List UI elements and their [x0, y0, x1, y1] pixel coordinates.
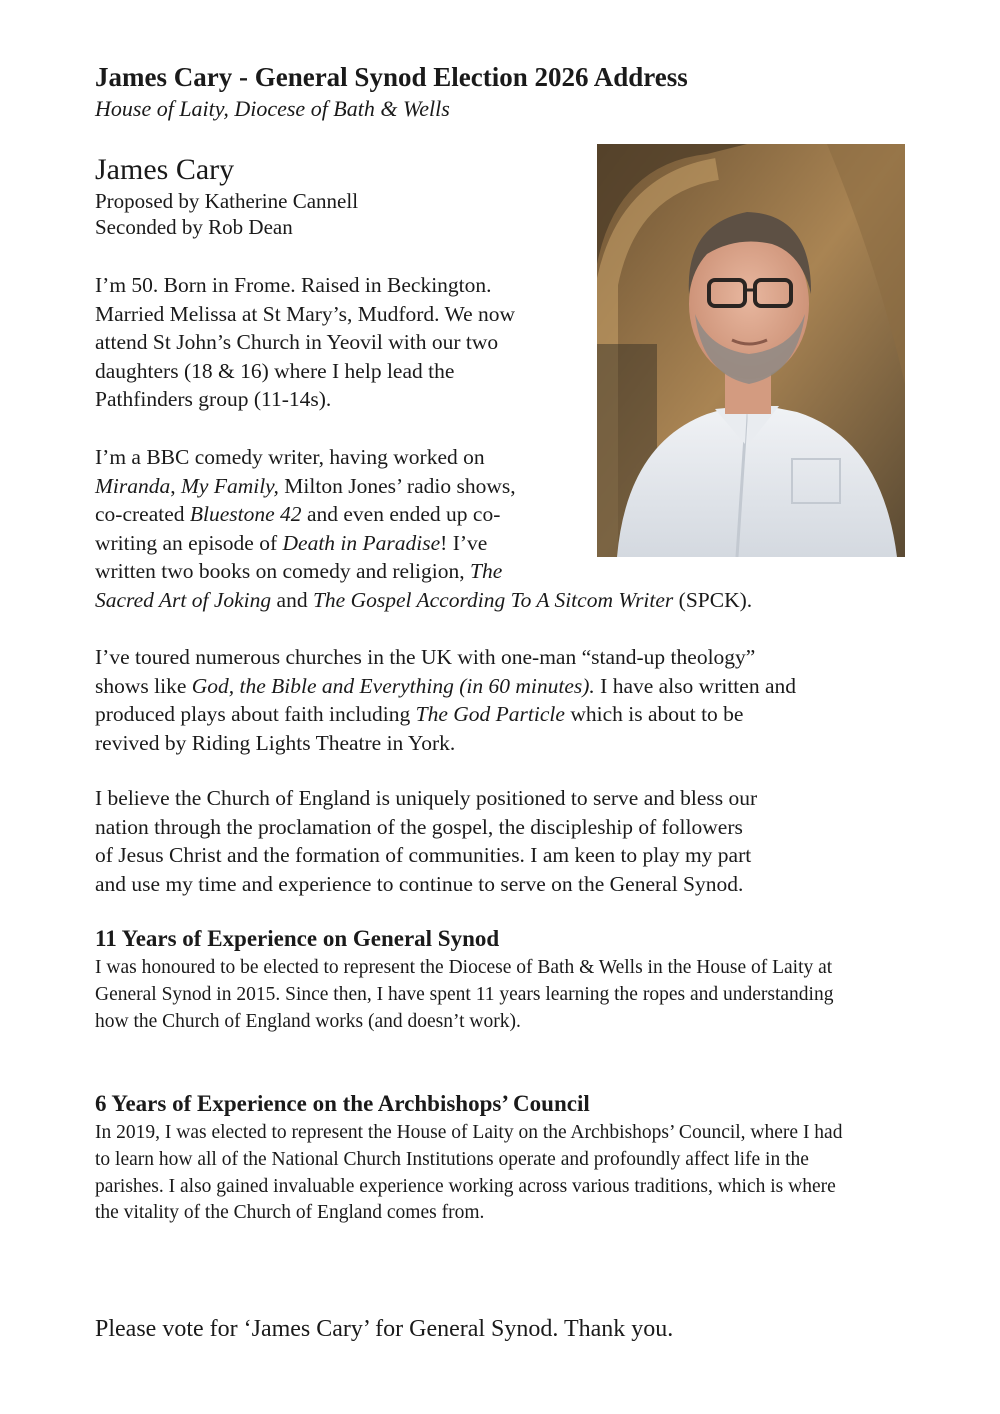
synod-section-text: I was honoured to be elected to represent the Diocese of Bath & Wells in the House of Laity at General Synod in 2015. Since then, I have spent 11 years learning the ropes and understanding how the Church of England works (and doesn’t work).: [95, 957, 834, 1032]
theatre-text: shows like: [95, 673, 192, 698]
intro-line: daughters (18 & 16) where I help lead the: [95, 358, 455, 383]
publisher: (SPCK).: [673, 587, 753, 612]
theatre-line: I’ve toured numerous churches in the UK with one-man “stand-up theology”: [95, 645, 756, 669]
intro-line: Married Melissa at St Mary’s, Mudford. We now: [95, 301, 516, 326]
council-section-heading: 6 Years of Experience on the Archbishops’ Council: [95, 1091, 590, 1116]
candidate-name: James Cary: [95, 153, 235, 186]
title-bluestone-42: Bluestone 42: [189, 502, 302, 527]
career-text: and even ended up co-: [301, 502, 501, 527]
career-text: co-created: [95, 502, 190, 527]
theatre-text: I have also written and: [594, 673, 796, 698]
belief-line: nation through the proclamation of the gospel, the discipleship of followers: [95, 814, 743, 839]
belief-line: of Jesus Christ and the formation of communities. I am keen to play my part: [95, 843, 752, 868]
title-god-particle: The God Particle: [415, 702, 565, 727]
career-line: I’m a BBC comedy writer, having worked on: [95, 445, 485, 469]
intro-line: Pathfinders group (11-14s).: [95, 387, 332, 412]
document-title: James Cary - General Synod Election 2026 Address: [95, 62, 688, 92]
proposer: Proposed by Katherine Cannell: [95, 189, 359, 213]
synod-section-heading: 11 Years of Experience on General Synod: [95, 926, 500, 951]
theatre-paragraph: [95, 643, 796, 757]
closing-appeal: Please vote for ‘James Cary’ for General Synod. Thank you.: [95, 1316, 674, 1342]
seconder: Seconded by Rob Dean: [95, 215, 293, 239]
separator: ,: [170, 473, 181, 498]
career-text: and: [271, 587, 313, 612]
title-gospel-sitcom-writer: The Gospel According To A Sitcom Writer: [312, 587, 674, 612]
theatre-text: which is about to be: [564, 702, 744, 727]
intro-line: attend St John’s Church in Yeovil with our two: [95, 330, 499, 355]
belief-paragraph: [95, 784, 757, 898]
title-show: God, the Bible and Everything (in 60 minutes).: [191, 673, 595, 698]
document-subtitle: House of Laity, Diocese of Bath & Wells: [95, 96, 450, 121]
career-text: ! I’ve: [440, 530, 488, 555]
belief-line: I believe the Church of England is uniquely positioned to serve and bless our: [95, 786, 758, 810]
career-text: writing an episode of: [95, 530, 283, 555]
council-section-text: In 2019, I was elected to represent the House of Laity on the Archbishops’ Council, where I had to learn how all of the National Church Institutions operate and profoundly affect life in the parishes. I also gained invaluable experience working across various traditions, which is where the vitality of the Church of England comes from.: [95, 1122, 843, 1224]
title-sacred-art: Sacred Art of Joking: [95, 587, 272, 612]
candidate-photo: [597, 144, 905, 557]
title-miranda: Miranda: [95, 473, 171, 498]
career-text: written two books on comedy and religion,: [95, 559, 470, 584]
title-death-in-paradise: Death in Paradise: [282, 530, 441, 555]
theatre-text: produced plays about faith including: [95, 702, 416, 727]
intro-line: I’m 50. Born in Frome. Raised in Beckington.: [95, 273, 492, 297]
theatre-line: revived by Riding Lights Theatre in York.: [95, 730, 456, 755]
belief-line: and use my time and experience to continue to serve on the General Synod.: [95, 871, 744, 896]
career-text: Milton Jones’ radio shows,: [278, 473, 516, 498]
title-sacred-art-start: The: [470, 559, 503, 584]
title-my-family: My Family,: [181, 473, 279, 498]
portrait-illustration: [597, 144, 905, 557]
intro-paragraph: [95, 271, 515, 414]
